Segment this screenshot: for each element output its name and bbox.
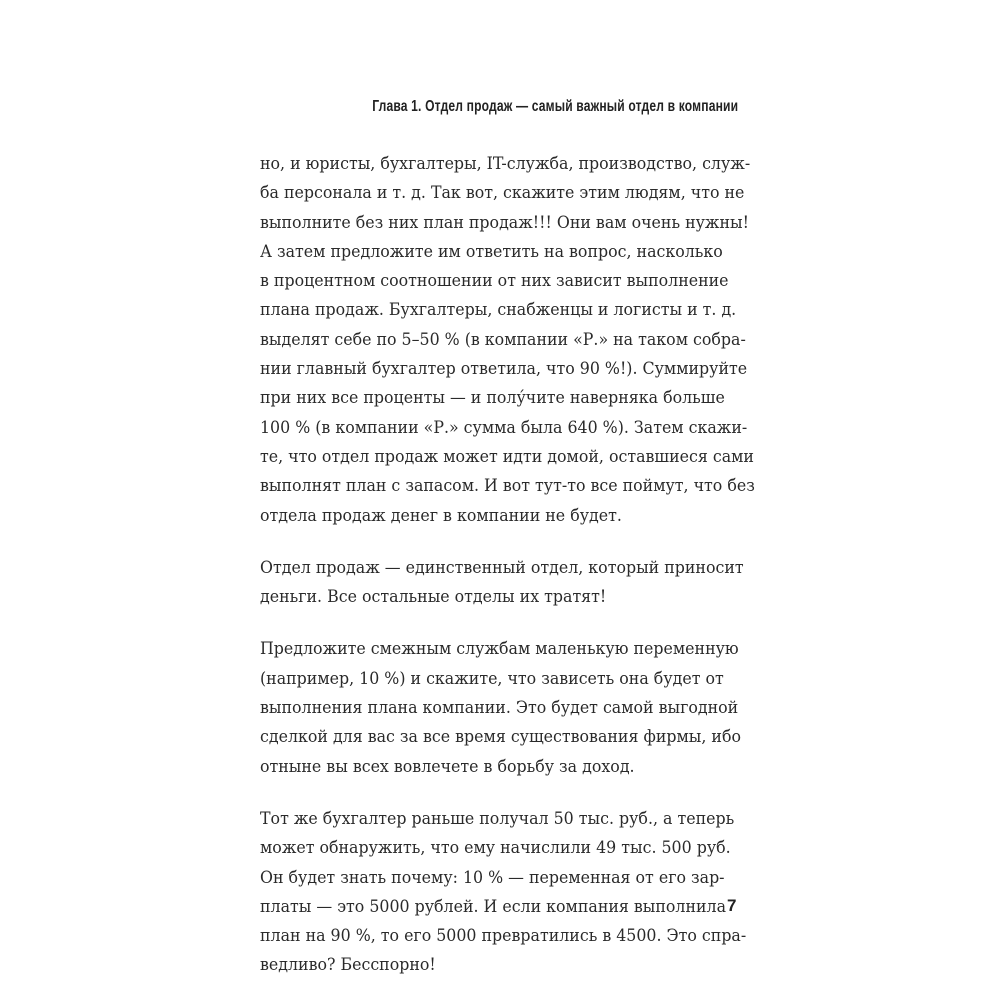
text-line: Предложите смежным службам маленькую переменную	[260, 639, 739, 660]
text-line: Тот же бухгалтер раньше получал 50 тыс. руб., а теперь	[260, 808, 735, 829]
text-line: ведливо? Бесспорно!	[260, 955, 436, 976]
text-line: (например, 10 %) и скажите, что зависеть она будет от	[260, 668, 724, 689]
text-line: в процентном соотношении от них зависит выполнение	[260, 271, 729, 292]
text-line: 100 % (в компании «Р.» сумма была 640 %). Затем скажи-	[260, 417, 748, 438]
text-line: А затем предложите им ответить на вопрос, насколько	[260, 241, 723, 262]
text-line: нии главный бухгалтер ответила, что 90 %!). Суммируйте	[260, 359, 748, 380]
text-line: отныне вы всех вовлечете в борьбу за доход.	[260, 756, 635, 777]
running-header: Глава 1. Отдел продаж — самый важный отдел в компании	[372, 98, 738, 115]
paragraph	[260, 635, 742, 781]
text-line: но, и юристы, бухгалтеры, IT-служба, производство, служ-	[260, 154, 751, 174]
page-number: 7	[727, 896, 737, 915]
text-line: платы — это 5000 рублей. И если компания выполнила	[260, 896, 727, 917]
text-line: ба персонала и т. д. Так вот, скажите этим людям, что не	[260, 183, 745, 204]
text-line: выделят себе по 5–50 % (в компании «Р.» на таком собра-	[260, 329, 746, 350]
paragraph	[260, 554, 742, 613]
text-line: выполнят план с запасом. И вот тут-то все поймут, что без	[260, 476, 755, 497]
text-line: отдела продаж денег в компании не будет.	[260, 505, 622, 526]
text-line: деньги. Все остальные отделы их тратят!	[260, 587, 607, 608]
body-text	[260, 150, 755, 1004]
text-line: плана продаж. Бухгалтеры, снабженцы и логисты и т. д.	[260, 300, 737, 321]
text-line: выполнения плана компании. Это будет самой выгодной	[260, 698, 739, 719]
text-line: Отдел продаж — единственный отдел, который приносит	[260, 557, 744, 578]
text-line: план на 90 %, то его 5000 превратились в 4500. Это спра-	[260, 926, 747, 947]
text-line: сделкой для вас за все время существования фирмы, ибо	[260, 727, 741, 748]
text-line: те, что отдел продаж может идти домой, оставшиеся сами	[260, 446, 754, 467]
paragraph	[260, 150, 755, 531]
text-line: при них все проценты — и полу́чите наверняка больше	[260, 388, 725, 409]
text-line: Он будет знать почему: 10 % — переменная от его зар-	[260, 867, 725, 888]
text-line: выполните без них план продаж!!! Они вам очень нужны!	[260, 212, 749, 233]
paragraph	[260, 805, 747, 981]
text-line: может обнаружить, что ему начислили 49 тыс. 500 руб.	[260, 838, 731, 859]
